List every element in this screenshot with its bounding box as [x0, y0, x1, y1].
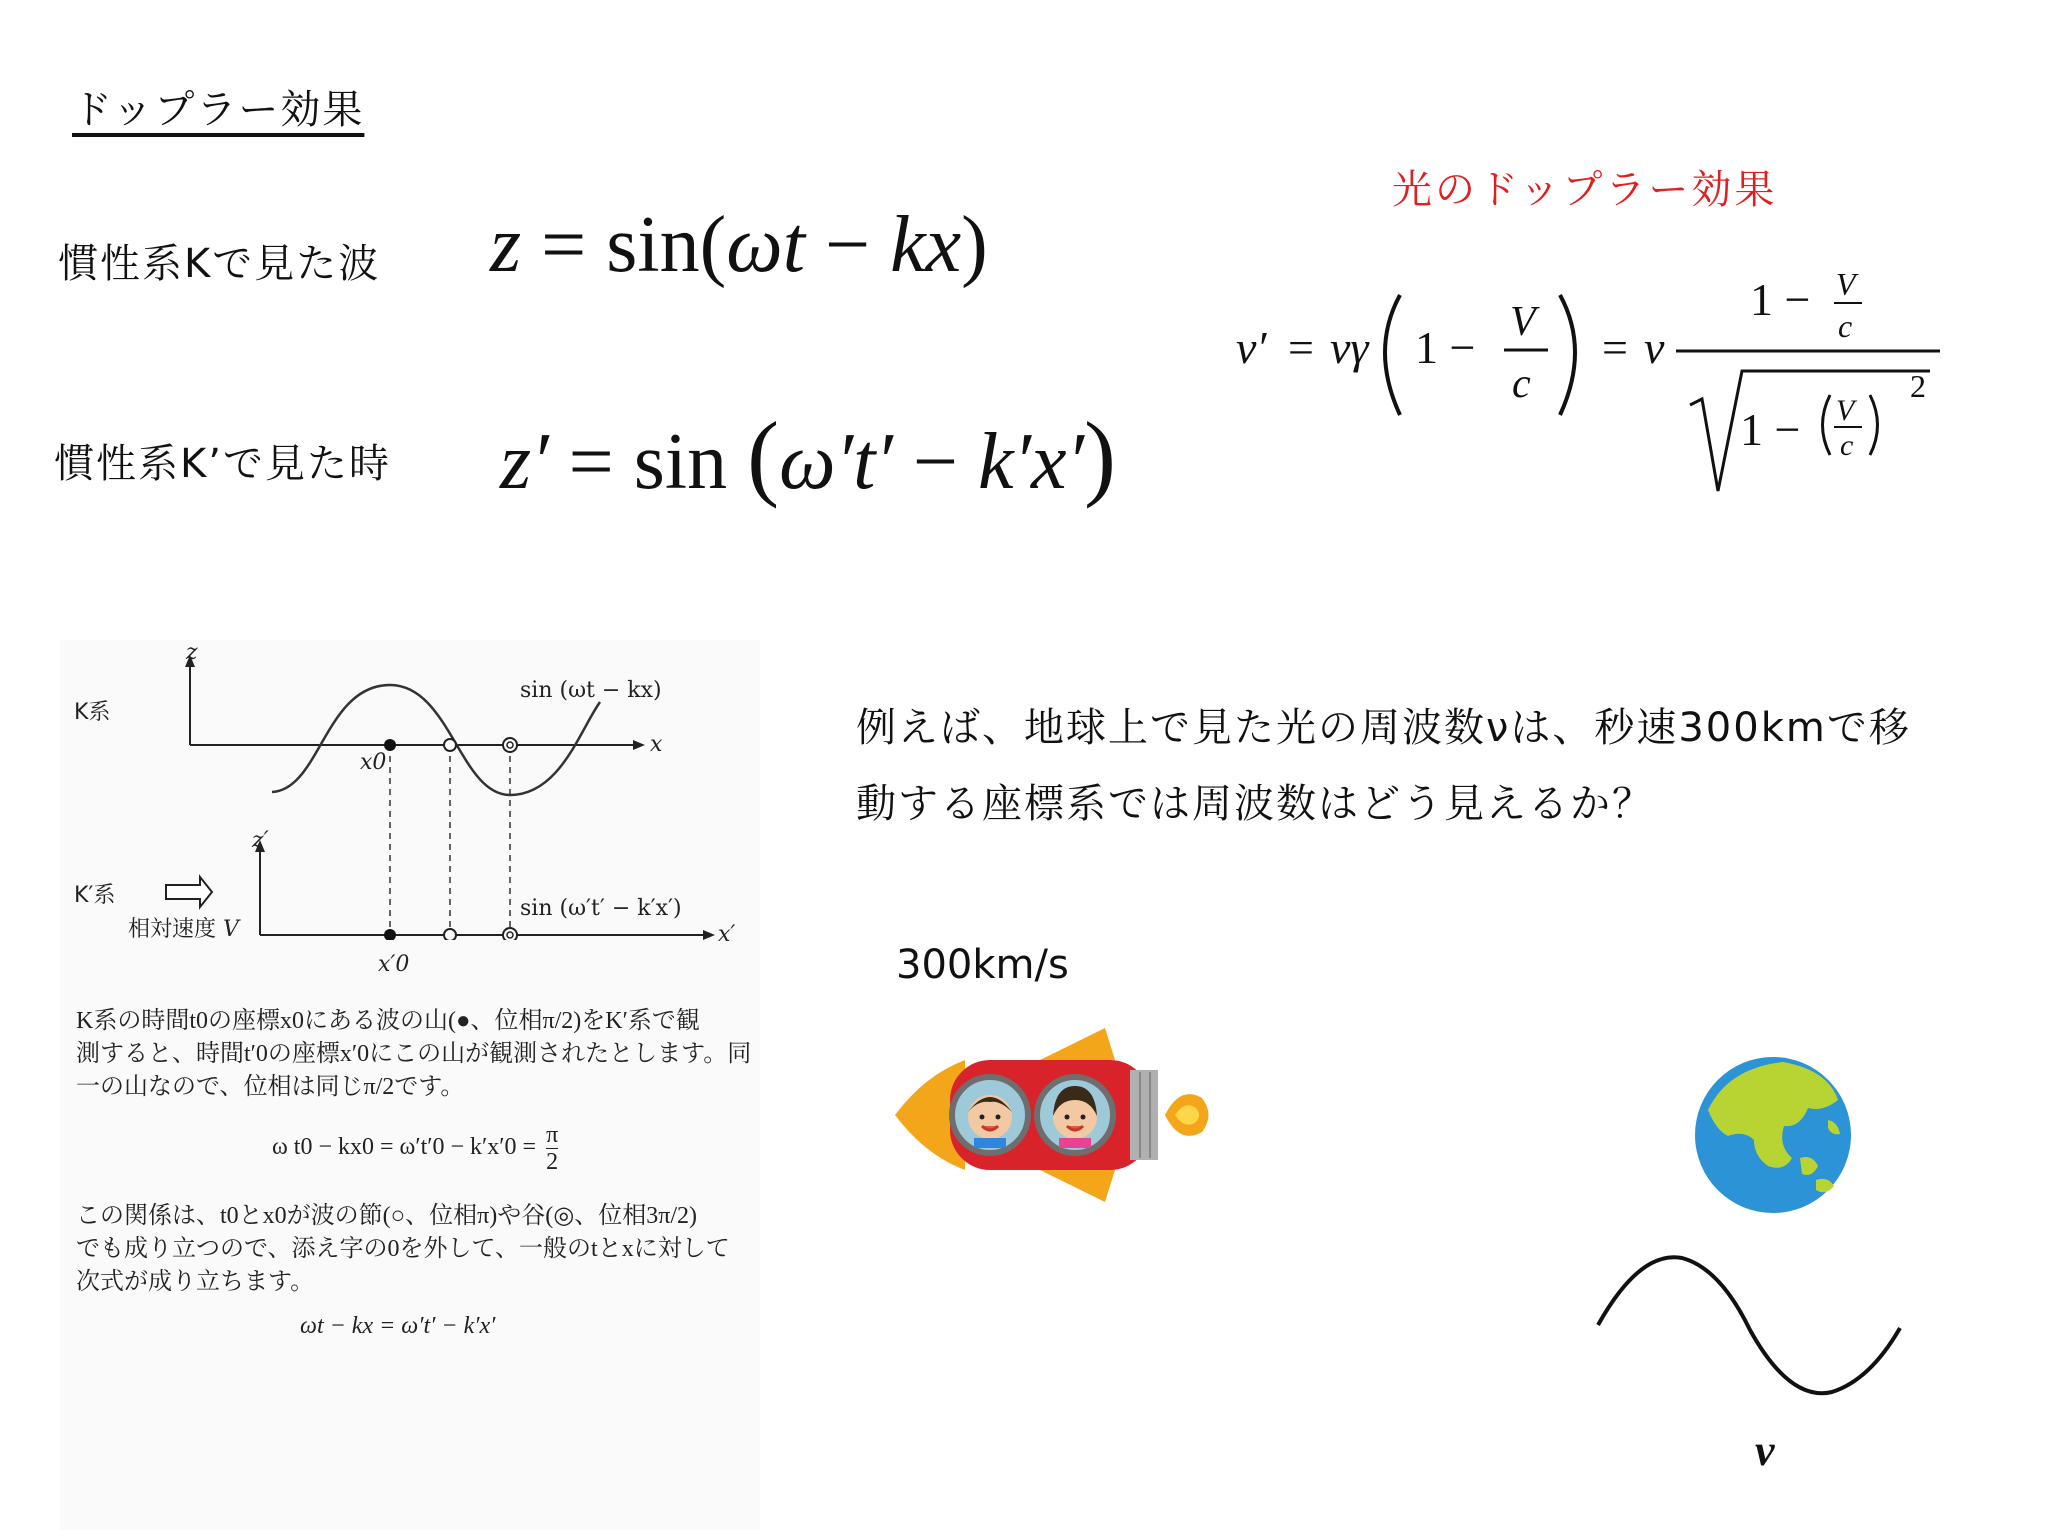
axis-xp-label: x′: [718, 922, 736, 947]
svg-text:1 −: 1 −: [1750, 274, 1811, 325]
page-title: ドップラー効果: [72, 87, 365, 133]
sin-k-label: sin (ωt − kx): [520, 678, 662, 703]
xp0-label: x′0: [378, 952, 410, 977]
svg-text:c: c: [1512, 361, 1531, 407]
frame-k-prime-label: 慣性系K’で見た時: [54, 441, 391, 487]
svg-text:1 −: 1 −: [1415, 322, 1476, 373]
relative-speed-label: 相対速度 V: [128, 917, 239, 942]
earth-illustration: [1688, 1050, 1858, 1220]
svg-text:ν: ν: [1644, 322, 1665, 373]
frame-k-label: 慣性系Kで見た波: [58, 241, 381, 287]
axis-z-label: z: [186, 640, 198, 665]
frame-k-formula: z = sin(ωt − kx): [490, 201, 988, 289]
kp-frame-label: K′系: [74, 883, 116, 908]
svg-text:V: V: [1510, 299, 1536, 345]
svg-text:ν′: ν′: [1236, 322, 1267, 373]
sin-kp-label: sin (ω′t′ − k′x′): [520, 896, 682, 921]
svg-text:c: c: [1840, 429, 1854, 462]
svg-text:νγ: νγ: [1330, 322, 1369, 373]
svg-text:=: =: [1288, 322, 1314, 373]
frame-k-prime-formula: z′ = sin (ω′t′ − k′x′): [500, 402, 1116, 509]
figure-paragraph-2: この関係は、t0とx0が波の節(○、位相π)や谷(◎、位相3π/2) でも成り立つので、添え字の0を外して、一般のtとxに対して 次式が成り立ちます。: [76, 1203, 730, 1295]
svg-text:V: V: [1836, 394, 1855, 427]
svg-text:=: =: [1602, 322, 1628, 373]
axis-x-label: x: [650, 732, 663, 757]
figure-equation-2: ωt − kx = ω′t′ − k′x′: [300, 1313, 496, 1339]
svg-text:2: 2: [1910, 368, 1926, 404]
x0-label: x0: [360, 750, 387, 775]
figure-equation-1: ω t0 − kx0 = ω′t′0 − k′x′0 = $\frac{\pi}{2}$: [272, 1122, 559, 1175]
svg-text:c: c: [1838, 308, 1853, 344]
light-doppler-formula: [1230, 255, 1950, 505]
rocket-speed-label: 300km/s: [896, 942, 1069, 988]
earth-wave-nu-label: ν: [1755, 1426, 1775, 1475]
question-text: 例えば、地球上で見た光の周波数νは、秒速300kmで移 動する座標系では周波数はどう見えるか？: [856, 705, 1911, 827]
k-frame-label: K系: [74, 700, 111, 725]
axis-zp-label: z′: [252, 828, 269, 853]
svg-text:V: V: [1836, 266, 1856, 302]
figure-paragraph-1: K系の時間t0の座標x0にある波の山(●、位相π/2)をK′系で観 測すると、時間t′0の座標x′0にこの山が観測されたとします。同 一の山なので、位相は同じπ/2です。: [76, 1008, 752, 1100]
earth-wave: [1590, 1240, 1910, 1410]
svg-text:1 −: 1 −: [1740, 404, 1801, 455]
light-doppler-heading: 光のドップラー効果: [1392, 167, 1778, 213]
rocket-illustration: [890, 1020, 1210, 1210]
